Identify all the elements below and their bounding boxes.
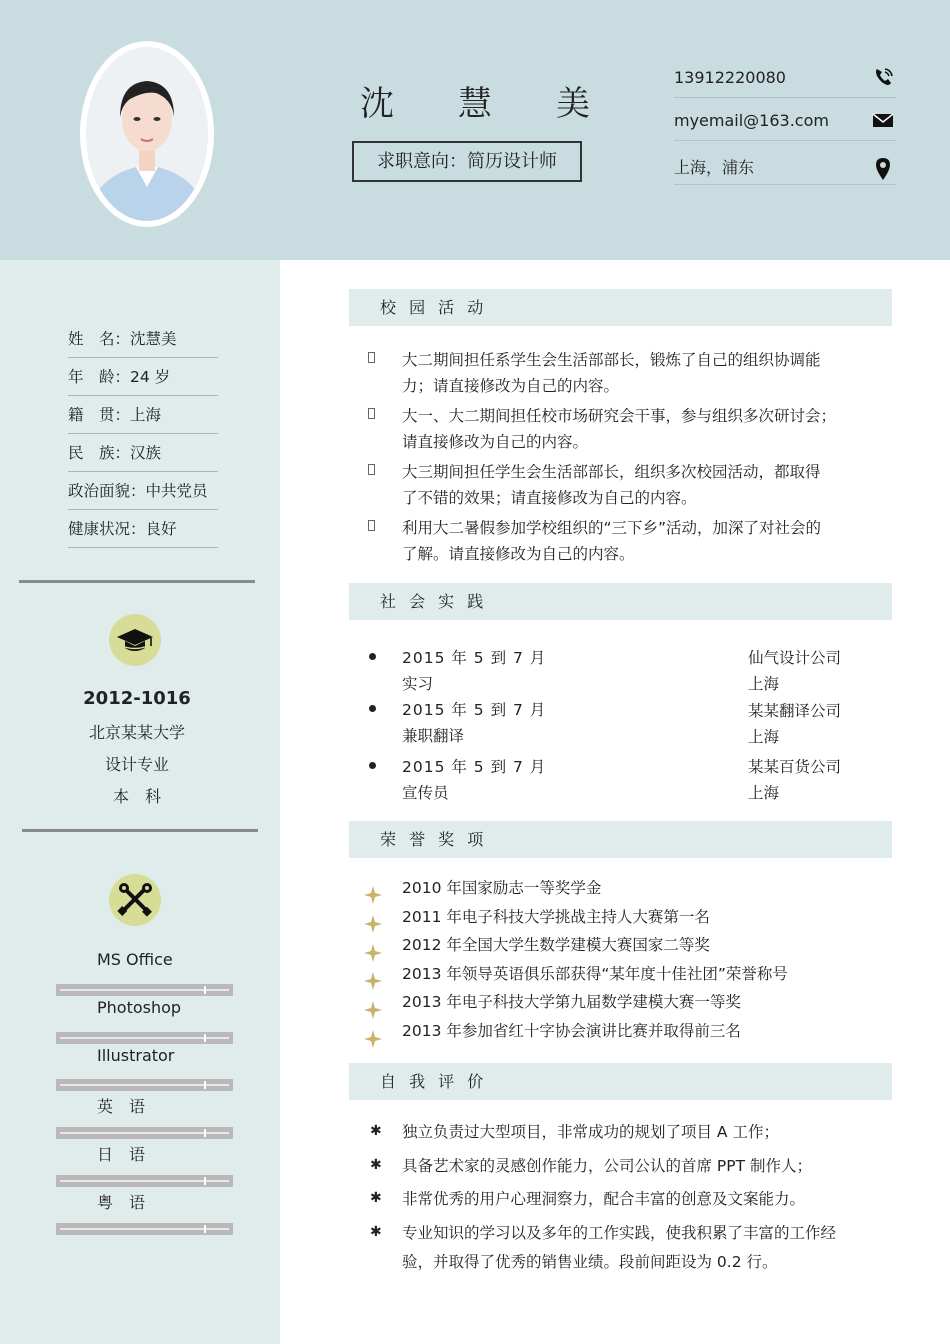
asterisk-bullet-icon: ✱ [370, 1190, 382, 1206]
practice-city: 上海 [748, 784, 780, 802]
job-intent: 求职意向：简历设计师 [352, 141, 582, 182]
self-item-line: 专业知识的学习以及多年的工作实践，使我积累了丰富的工作经 [402, 1224, 837, 1242]
star-icon [364, 944, 382, 962]
sidebar-divider [19, 580, 255, 583]
education-school: 北京某某大学 [88, 723, 185, 742]
bullet-icon [368, 464, 375, 475]
self-item-line: 验，并取得了优秀的销售业绩。段前间距设为 0.2 行。 [402, 1253, 778, 1271]
asterisk-bullet-icon: ✱ [370, 1123, 382, 1139]
section-title-campus: 校 园 活 动 [349, 289, 892, 326]
campus-item-line: 力；请直接修改为自己的内容。 [402, 377, 620, 395]
portrait-photo [86, 47, 208, 221]
location-text: 上海，浦东 [674, 158, 755, 177]
practice-date: 2015 年 5 到 7 月 [402, 758, 547, 776]
skill-bar [56, 1127, 233, 1139]
info-political-status: 政治面貌：中共党员 [68, 472, 218, 510]
practice-role: 兼职翻译 [402, 727, 465, 745]
campus-item-line: 请直接修改为自己的内容。 [402, 433, 589, 451]
star-icon [364, 1001, 382, 1019]
honor-item: 2013 年电子科技大学第九届数学建模大赛一等奖 [402, 993, 741, 1011]
info-age: 年 龄：24 岁 [68, 358, 218, 396]
practice-company: 某某百货公司 [748, 758, 842, 776]
skill-name: 英 语 [97, 1097, 146, 1116]
location-icon [872, 157, 894, 179]
education-major: 设计专业 [104, 755, 169, 774]
campus-item-line: 大三期间担任学生会生活部部长，组织多次校园活动，都取得 [402, 463, 821, 481]
campus-item-line: 大二期间担任系学生会生活部部长，锻炼了自己的组织协调能 [402, 351, 821, 369]
self-item-line: 独立负责过大型项目，非常成功的规划了项目 A 工作； [402, 1123, 779, 1141]
campus-item-line: 了不错的效果；请直接修改为自己的内容。 [402, 489, 697, 507]
campus-item-line: 大一、大二期间担任校市场研究会干事，参与组织多次研讨会； [402, 407, 837, 425]
info-health: 健康状况：良好 [68, 510, 218, 548]
skill-name: Illustrator [97, 1046, 175, 1065]
asterisk-bullet-icon: ✱ [370, 1157, 382, 1173]
name-char: 慧 [458, 84, 519, 124]
skill-bar [56, 984, 233, 996]
info-name: 姓 名：沈慧美 [68, 320, 218, 358]
name-char: 沈 [360, 84, 421, 124]
practice-date: 2015 年 5 到 7 月 [402, 649, 547, 667]
honor-item: 2012 年全国大学生数学建模大赛国家二等奖 [402, 936, 710, 954]
bullet-dot [369, 705, 376, 712]
skill-name: 日 语 [97, 1145, 146, 1164]
practice-company: 某某翻译公司 [748, 702, 842, 720]
star-icon [364, 915, 382, 933]
practice-city: 上海 [748, 728, 780, 746]
section-title-self: 自 我 评 价 [349, 1063, 892, 1100]
section-title-honors: 荣 誉 奖 项 [349, 821, 892, 858]
bullet-dot [369, 762, 376, 769]
practice-company: 仙气设计公司 [748, 649, 842, 667]
sidebar-divider [22, 829, 258, 832]
star-icon [364, 1030, 382, 1048]
bullet-icon [368, 520, 375, 531]
header [0, 0, 950, 260]
practice-role: 实习 [402, 675, 434, 693]
bullet-icon [368, 408, 375, 419]
contact-phone [674, 58, 896, 98]
bullet-dot [369, 653, 376, 660]
skill-name: 粤 语 [97, 1193, 146, 1212]
contact-email [674, 101, 896, 141]
section-title-practice: 社 会 实 践 [349, 583, 892, 620]
honor-item: 2011 年电子科技大学挑战主持人大赛第一名 [402, 908, 710, 926]
bullet-icon [368, 352, 375, 363]
skill-bar [56, 1032, 233, 1044]
info-hometown: 籍 贯：上海 [68, 396, 218, 434]
graduation-cap-icon [109, 614, 161, 666]
mail-icon [872, 109, 894, 131]
skill-name: MS Office [97, 950, 173, 969]
skill-bar [56, 1175, 233, 1187]
name-char: 美 [556, 84, 590, 124]
skill-name: Photoshop [97, 998, 182, 1017]
practice-role: 宣传员 [402, 784, 449, 802]
practice-date: 2015 年 5 到 7 月 [402, 701, 547, 719]
education-years: 2012-1016 [83, 688, 191, 709]
email-address: myemail@163.com [674, 111, 829, 130]
contact-location [674, 145, 896, 185]
practice-city: 上海 [748, 675, 780, 693]
campus-item-line: 利用大二暑假参加学校组织的“三下乡”活动，加深了对社会的 [402, 519, 822, 537]
campus-item-line: 了解。请直接修改为自己的内容。 [402, 545, 635, 563]
honor-item: 2013 年参加省红十字协会演讲比赛并取得前三名 [402, 1022, 741, 1040]
star-icon [364, 886, 382, 904]
phone-icon [872, 66, 894, 88]
education-degree: 本 科 [112, 787, 161, 806]
tools-icon [109, 874, 161, 926]
asterisk-bullet-icon: ✱ [370, 1224, 382, 1240]
candidate-name [360, 76, 590, 125]
star-icon [364, 972, 382, 990]
skill-bar [56, 1079, 233, 1091]
self-item-line: 具备艺术家的灵感创作能力，公司公认的首席 PPT 制作人； [402, 1157, 813, 1175]
honor-item: 2013 年领导英语俱乐部获得“某年度十佳社团”荣誉称号 [402, 965, 788, 983]
self-item-line: 非常优秀的用户心理洞察力，配合丰富的创意及文案能力。 [402, 1190, 806, 1208]
phone-number: 13912220080 [674, 68, 786, 87]
info-ethnicity: 民 族：汉族 [68, 434, 218, 472]
honor-item: 2010 年国家励志一等奖学金 [402, 879, 602, 897]
skill-bar [56, 1223, 233, 1235]
